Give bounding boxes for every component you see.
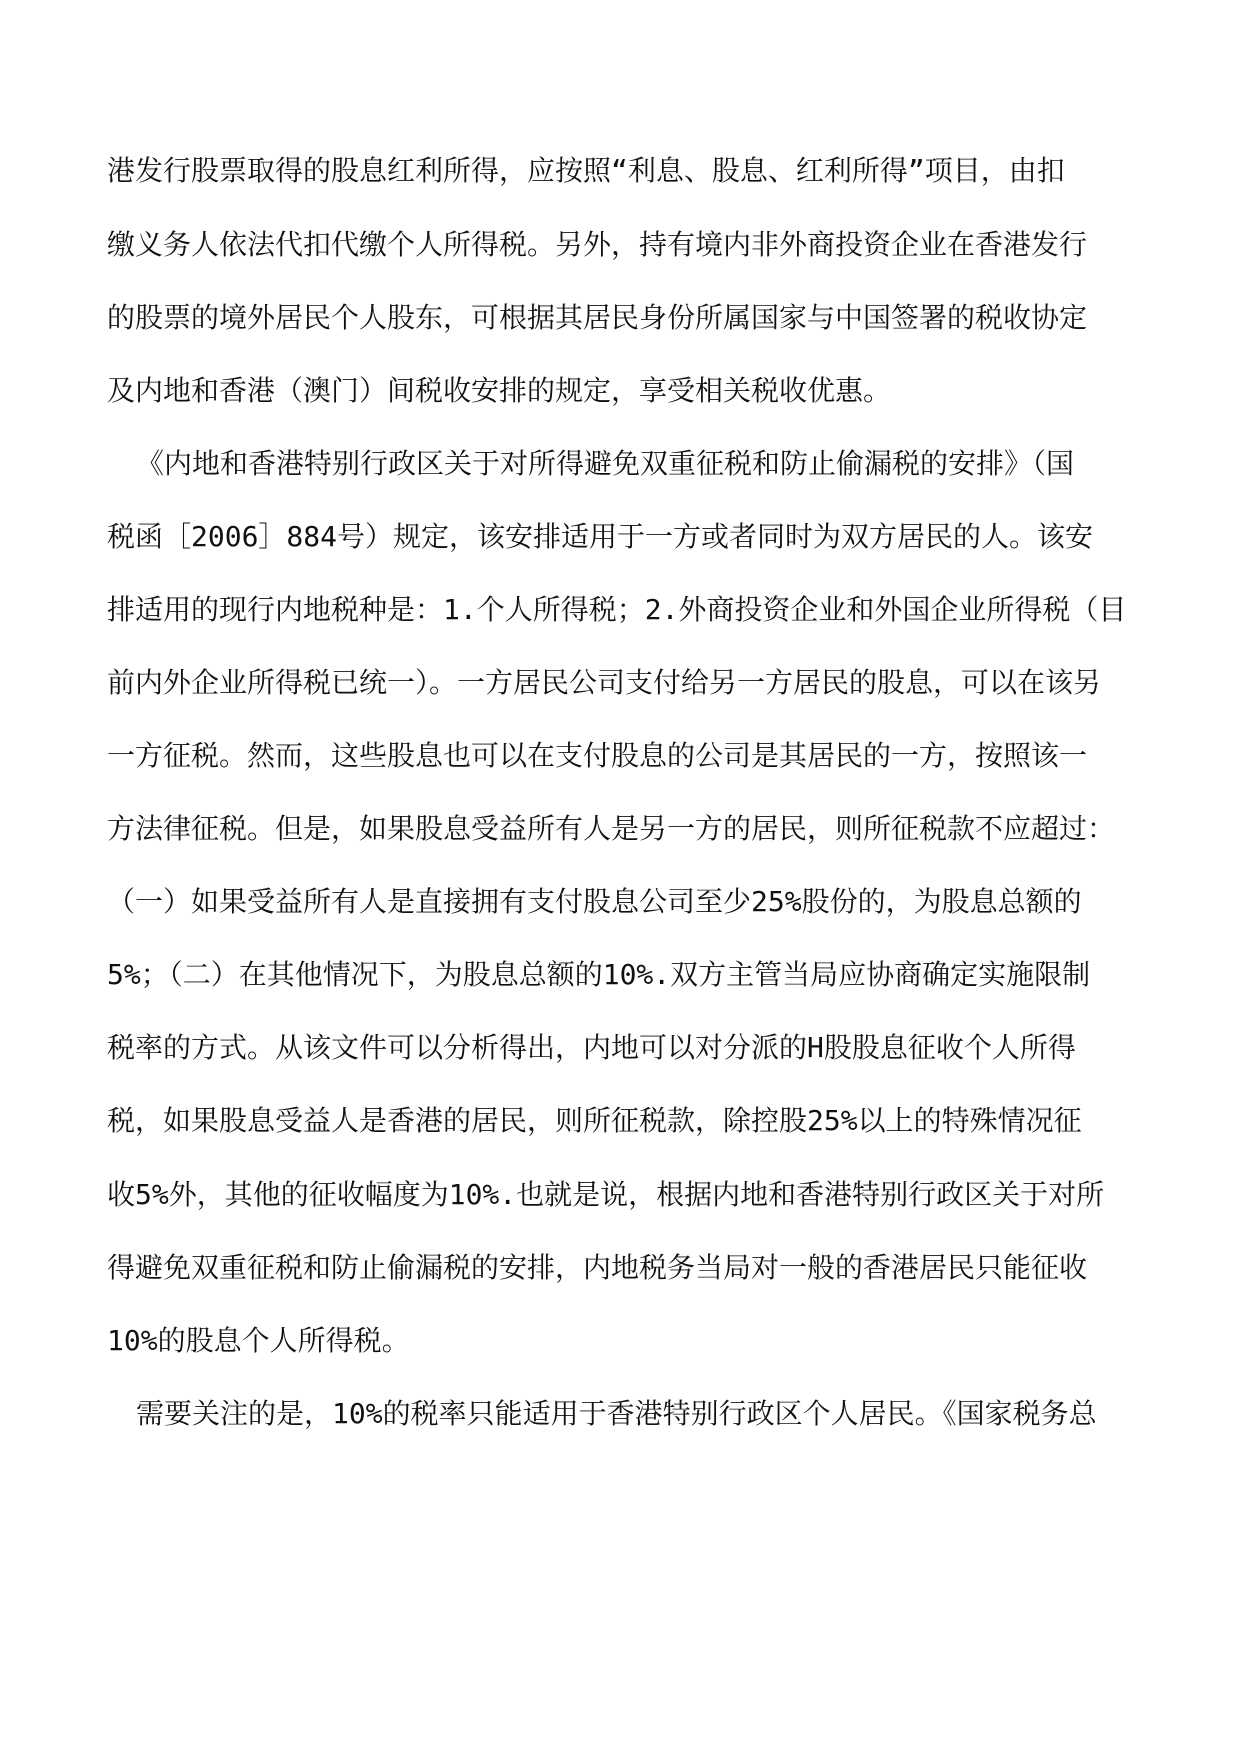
text-line-13: 税率的方式。从该文件可以分析得出，内地可以对分派的H股股息征收个人所得 [107,1031,1076,1064]
text-line-10: 方法律征税。但是，如果股息受益所有人是另一方的居民，则所征税款不应超过： [107,812,1116,845]
text-line-3: 的股票的境外居民个人股东，可根据其居民身份所属国家与中国签署的税收协定 [107,301,1088,334]
text-line-17: 10%的股息个人所得税。 [107,1324,410,1357]
text-line-16: 得避免双重征税和防止偷漏税的安排，内地税务当局对一般的香港居民只能征收 [107,1251,1088,1284]
text-line-5: 《内地和香港特别行政区关于对所得避免双重征税和防止偷漏税的安排》（国 [136,447,1075,480]
text-line-4: 及内地和香港（澳门）间税收安排的规定，享受相关税收优惠。 [107,374,892,407]
text-line-11: （一）如果受益所有人是直接拥有支付股息公司至少25%股份的，为股息总额的 [107,885,1082,918]
text-line-18: 需要关注的是，10%的税率只能适用于香港特别行政区个人居民。《国家税务总 [136,1397,1097,1430]
text-line-9: 一方征税。然而，这些股息也可以在支付股息的公司是其居民的一方，按照该一 [107,739,1088,772]
text-line-14: 税，如果股息受益人是香港的居民，则所征税款，除控股25%以上的特殊情况征 [107,1104,1082,1137]
text-line-15: 收5%外，其他的征收幅度为10%.也就是说，根据内地和香港特别行政区关于对所 [107,1178,1105,1211]
text-line-7: 排适用的现行内地税种是：1.个人所得税；2.外商投资企业和外国企业所得税（目 [107,593,1127,626]
text-line-8: 前内外企业所得税已统一）。一方居民公司支付给另一方居民的股息，可以在该另 [107,666,1102,699]
text-line-1: 港发行股票取得的股息红利所得，应按照“利息、股息、红利所得”项目，由扣 [107,154,1065,187]
text-line-6: 税函［2006］884号）规定，该安排适用于一方或者同时为双方居民的人。该安 [107,520,1094,553]
text-line-2: 缴义务人依法代扣代缴个人所得税。另外，持有境内非外商投资企业在香港发行 [107,228,1088,261]
text-line-12: 5%；（二）在其他情况下，为股息总额的10%.双方主管当局应协商确定实施限制 [107,958,1091,991]
